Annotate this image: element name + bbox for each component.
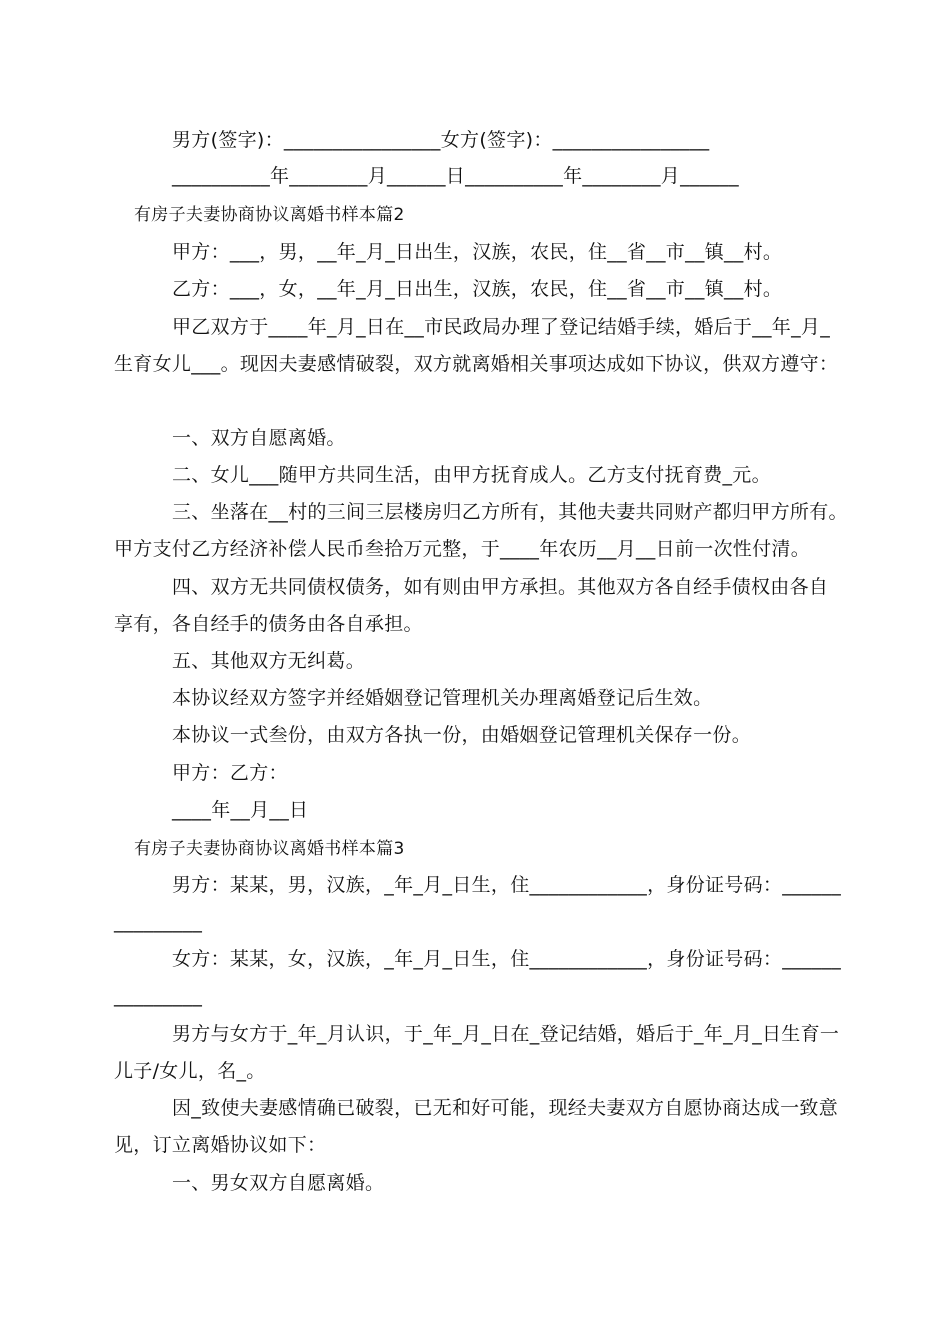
date-line: ____年__月__日 (172, 799, 309, 821)
man-info-cont: _________ (114, 911, 203, 933)
clause-4: 四、双方无共同债权债务，如有则由甲方承担。其他双方各自经手债权由各自 (172, 576, 829, 598)
paragraph-line: 见，订立离婚协议如下： (114, 1134, 327, 1156)
paragraph-line: 儿子/女儿，名_。 (114, 1060, 266, 1082)
party-b-info: 乙方：___，女，__年_月_日出生，汉族，农民，住__省__市__镇__村。 (172, 278, 783, 300)
clause-1: 一、双方自愿离婚。 (172, 427, 346, 449)
date-line: __________年________月______日__________年________月______ (172, 165, 739, 187)
clause-4-cont: 享有，各自经手的债务由各自承担。 (114, 613, 423, 635)
paragraph-line: 男方与女方于_年_月认识，于_年_月_日在_登记结婚，婚后于_年_月_日生育一 (172, 1023, 840, 1045)
paragraph-line: 甲乙双方于____年_月_日在__市民政局办理了登记结婚手续，婚后于__年_月_ (172, 316, 831, 338)
paragraph-line: 生育女儿___。现因夫妻感情破裂，双方就离婚相关事项达成如下协议，供双方遵守： (114, 353, 839, 375)
woman-info-cont: _________ (114, 985, 203, 1007)
man-info: 男方：某某，男，汉族，_年_月_日生，住____________，身份证号码：______ (172, 874, 842, 896)
clause-2: 二、女儿___随甲方共同生活，由甲方抚育成人。乙方支付抚育费_元。 (172, 464, 771, 486)
woman-info: 女方：某某，女，汉族，_年_月_日生，住____________，身份证号码：______ (172, 948, 842, 970)
party-a-info: 甲方：___，男，__年_月_日出生，汉族，农民，住__省__市__镇__村。 (172, 241, 783, 263)
parties-signature: 甲方：乙方： (172, 762, 288, 784)
section-heading-3: 有房子夫妻协商协议离婚书样本篇3 (134, 839, 405, 859)
clause-3-cont: 甲方支付乙方经济补偿人民币叁拾万元整，于____年农历__月__日前一次性付清。 (114, 538, 811, 560)
section-heading-2: 有房子夫妻协商协议离婚书样本篇2 (134, 205, 405, 225)
signature-line: 男方(签字)：________________女方(签字)：________________ (172, 129, 710, 151)
copies-clause: 本协议一式叁份，由双方各执一份，由婚姻登记管理机关保存一份。 (172, 724, 752, 746)
clause-3: 三、坐落在__村的三间三层楼房归乙方所有，其他夫妻共同财产都归甲方所有。 (172, 501, 848, 523)
effect-clause: 本协议经双方签字并经婚姻登记管理机关办理离婚登记后生效。 (172, 687, 713, 709)
clause-1: 一、男女双方自愿离婚。 (172, 1172, 385, 1194)
clause-5: 五、其他双方无纠葛。 (172, 650, 366, 672)
paragraph-line: 因_致使夫妻感情确已破裂，已无和好可能，现经夫妻双方自愿协商达成一致意 (172, 1097, 839, 1119)
